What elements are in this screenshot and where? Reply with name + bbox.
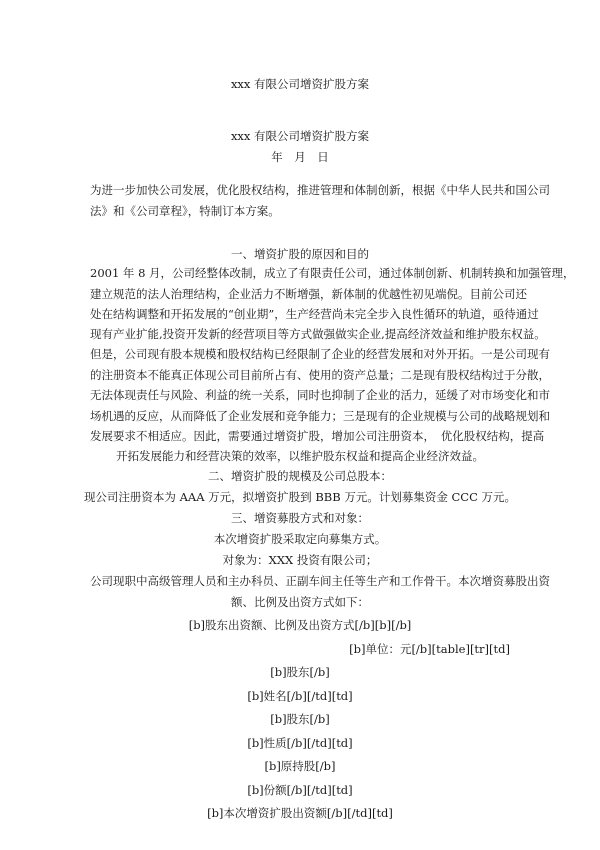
- section-3-heading: 三、增资募股方式和对象：: [231, 511, 369, 525]
- paragraph-line: 开拓发展能力和经营决策的效率，以维护股东权益和提高企业经济效益。: [116, 449, 484, 463]
- section-3-method: 本次增资扩股采取定向募集方式。: [213, 532, 387, 546]
- document-title: xxx 有限公司增资扩股方案: [230, 77, 370, 91]
- section-3-staff-line: 公司现职中高级管理人员和主办科员、正副车间主任等生产和工作骨干。本次增资募股出资: [90, 574, 550, 588]
- intro-line: 为进一步加快公司发展，优化股权结构，推进管理和体制创新，根据《中华人民共和国公司: [90, 183, 550, 197]
- markup-line: [b]姓名[/b][/td][td]: [247, 689, 353, 703]
- markup-line: [b]单位：元[/b][table][tr][td]: [349, 642, 510, 656]
- document-subtitle: xxx 有限公司增资扩股方案: [230, 129, 370, 143]
- intro-line: 法》和《公司章程》，特制订本方案。: [90, 204, 280, 218]
- paragraph-line: 2001 年 8 月，公司经整体改制，成立了有限责任公司，通过体制创新、机制转换和加强管理，: [90, 266, 575, 280]
- markup-line: [b]股东[/b]: [270, 712, 330, 726]
- section-3-staff-line: 额、比例及出资方式如下：: [231, 595, 369, 609]
- paragraph-line: 的注册资本不能真正体现公司目前所占有、使用的资产总量；二是现有股权结构过于分散，: [90, 368, 550, 382]
- paragraph-line: 发展要求不相适应。因此，需要通过增资扩股，增加公司注册资本， 优化股权结构，提高: [90, 429, 545, 443]
- paragraph-line: 处在结构调整和开拓发展的“创业期”，生产经营尚未完全步入良性循环的轨道，亟待通过: [90, 307, 539, 321]
- section-2-heading: 二、增资扩股的规模及公司总股本：: [208, 469, 392, 483]
- markup-line: [b]股东出资额、比例及出资方式[/b][b][/b]: [188, 618, 412, 632]
- paragraph-line: 无法体现责任与风险、利益的统一关系，同时也抑制了企业的活力，延缓了对市场变化和市: [90, 388, 550, 402]
- paragraph-line: 建立规范的法人治理结构，企业活力不断增强，新体制的优越性初见端倪。目前公司还: [90, 287, 527, 301]
- markup-line: [b]性质[/b][/td][td]: [247, 736, 353, 750]
- section-1-heading: 一、增资扩股的原因和目的: [231, 247, 369, 261]
- paragraph-line: 但是，公司现有股本规模和股权结构已经限制了企业的经营发展和对外开拓。一是公司现有: [90, 347, 550, 361]
- markup-line: [b]原持股[/b]: [264, 759, 336, 773]
- markup-line: [b]本次增资扩股出资额[/b][/td][td]: [207, 806, 393, 820]
- section-2-text: 现公司注册资本为 AAA 万元，拟增资扩股到 BBB 万元。计划募集资金 CCC 万元。: [83, 490, 517, 504]
- markup-line: [b]份额[/b][/td][td]: [247, 783, 353, 797]
- paragraph-line: 场机遇的反应，从而降低了企业发展和竞争能力；三是现有的企业规模与公司的战略规划和: [90, 409, 550, 423]
- section-3-target: 对象为：XXX 投资有限公司；: [222, 553, 378, 567]
- date-line: 年 月 日: [271, 150, 329, 164]
- markup-line: [b]股东[/b]: [270, 665, 330, 679]
- paragraph-line: 现有产业扩能,投资开发新的经营项目等方式做强做实企业,提高经济效益和维护股东权益。: [90, 327, 546, 341]
